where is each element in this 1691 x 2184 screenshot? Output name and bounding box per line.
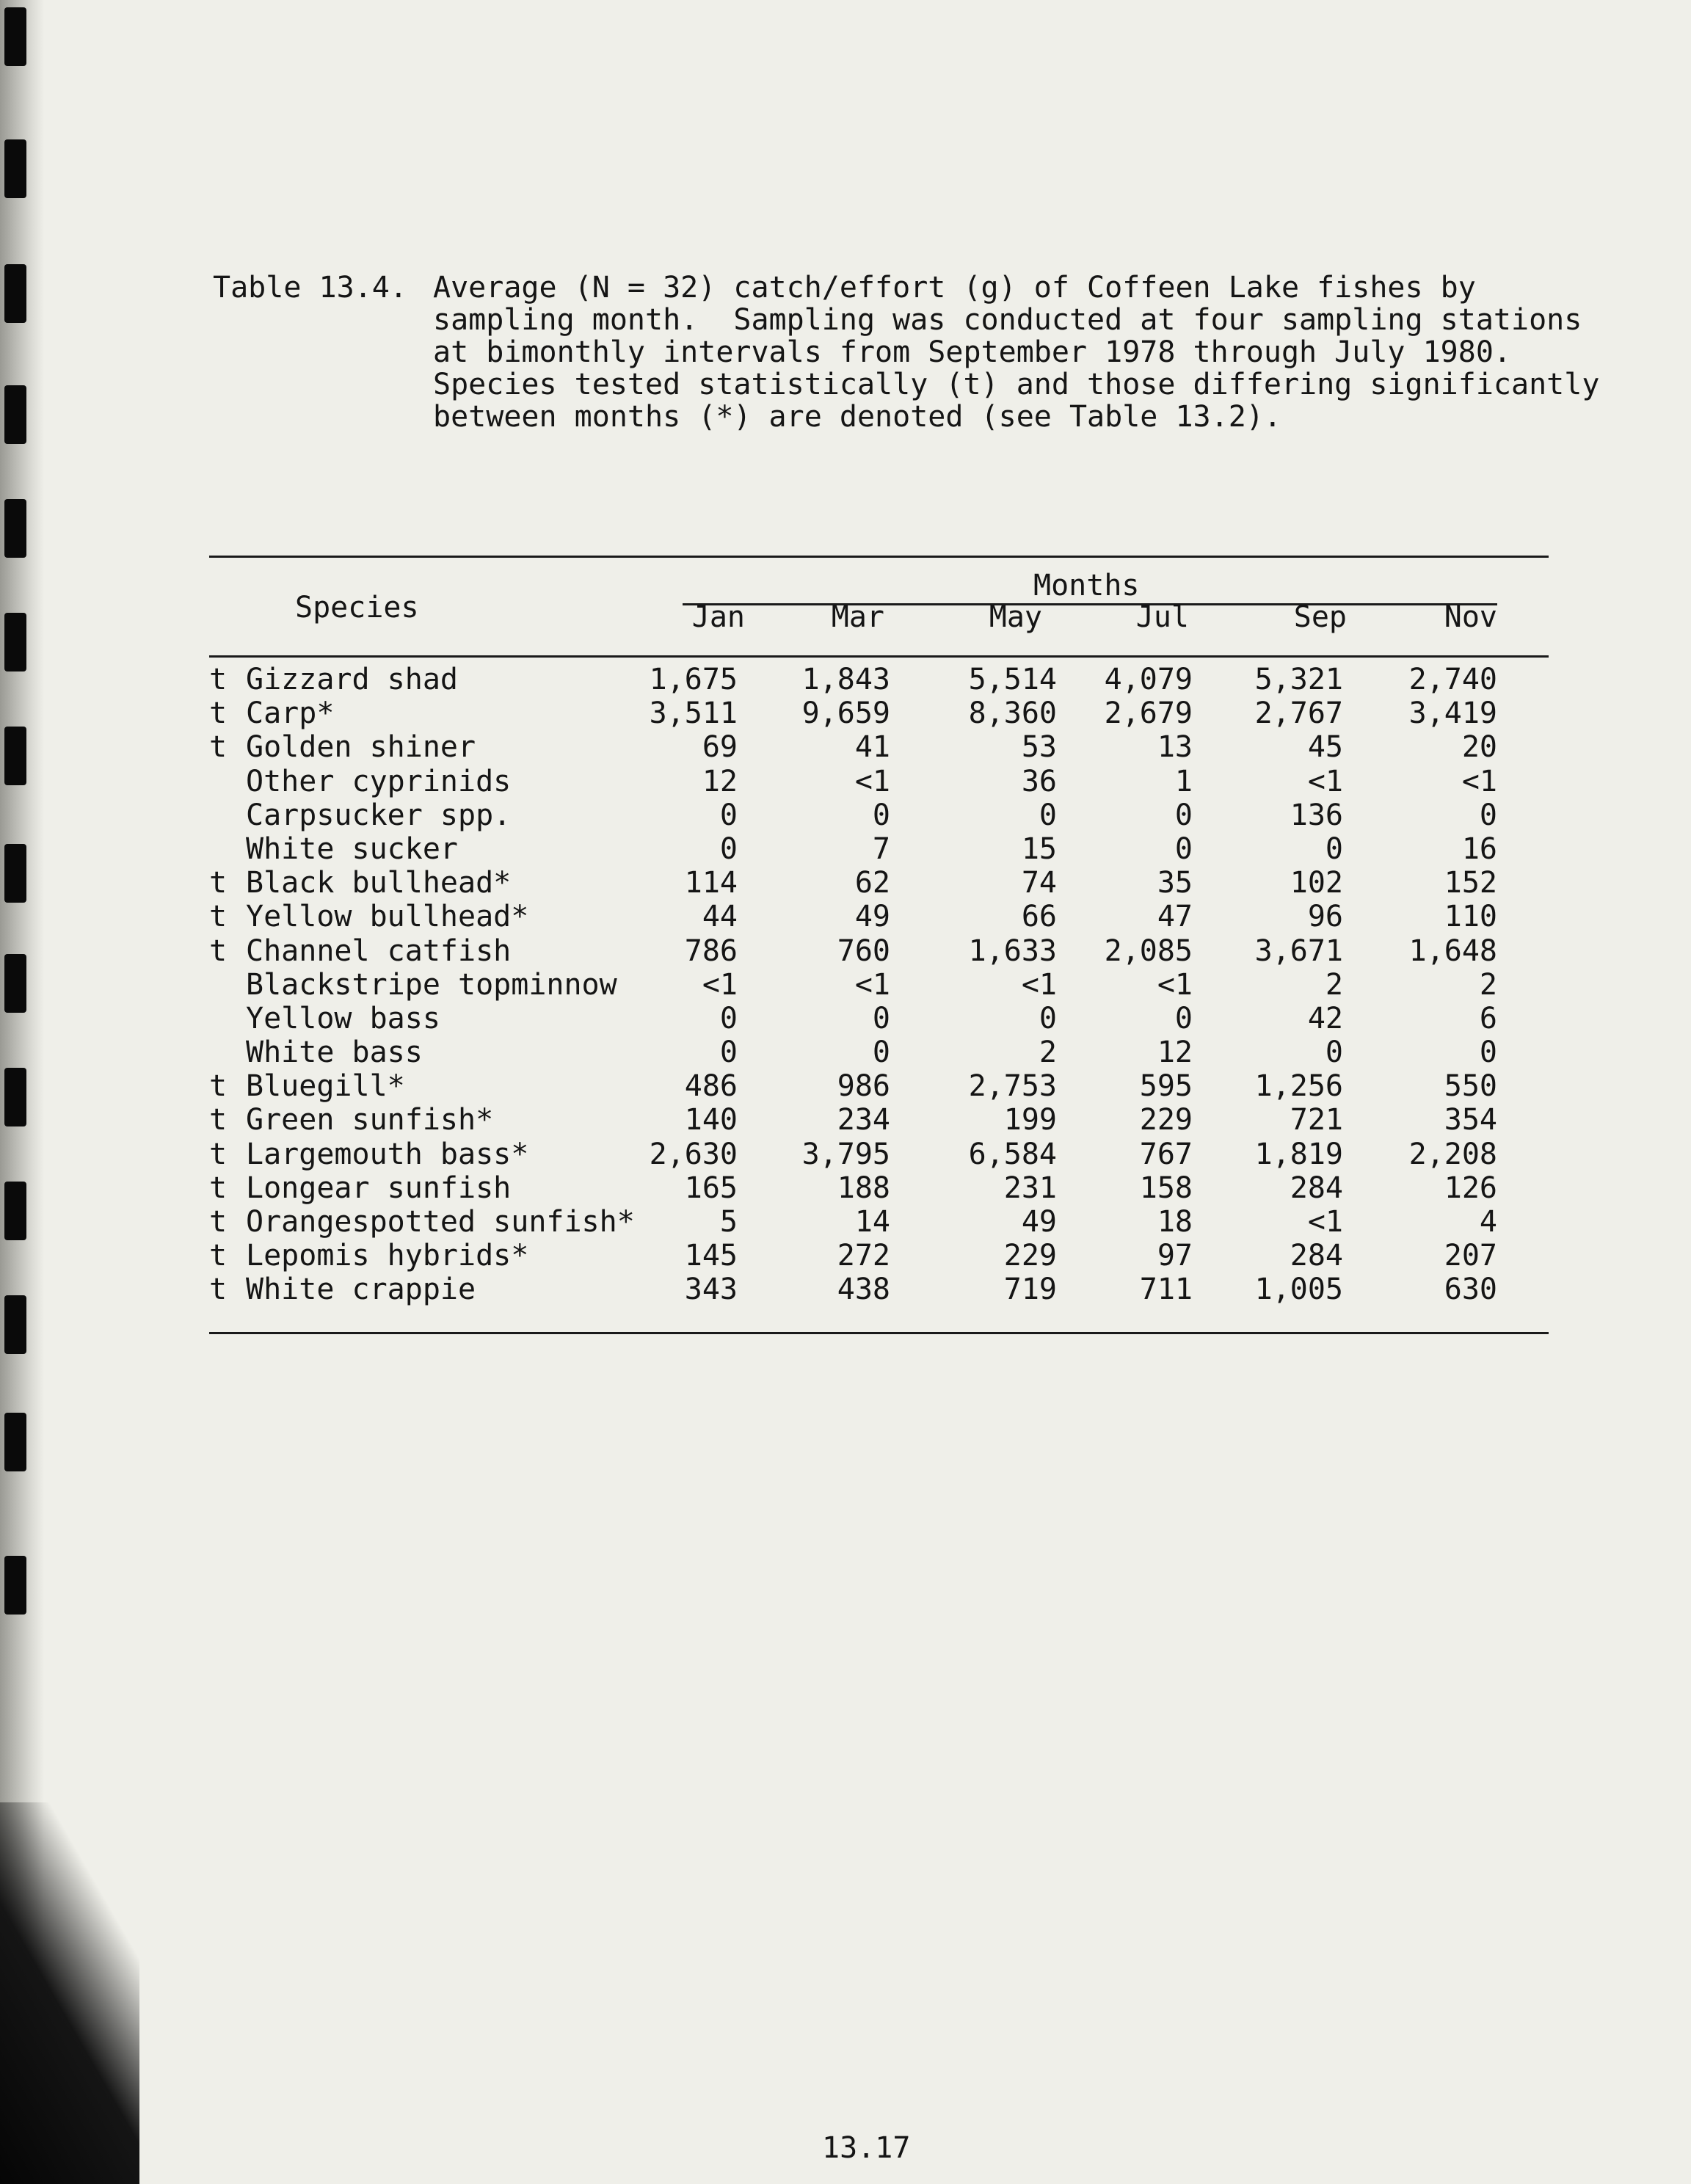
cell-jan: 140 bbox=[684, 1103, 738, 1138]
cell-sep: 1,256 bbox=[1254, 1069, 1343, 1104]
cell-sep: 96 bbox=[1307, 900, 1343, 934]
caption-line: between months (*) are denoted (see Table 13.2). bbox=[433, 400, 1281, 434]
cell-jan: 165 bbox=[684, 1171, 738, 1205]
cell-jan: 0 bbox=[719, 831, 738, 866]
cell-jul: 1 bbox=[1174, 764, 1193, 798]
tested-marker: t bbox=[209, 1273, 228, 1307]
table-row bbox=[209, 663, 1549, 696]
tested-marker: t bbox=[209, 1103, 228, 1138]
binder-hole bbox=[4, 727, 26, 785]
cell-jul: 35 bbox=[1157, 866, 1193, 900]
species-name: Black bullhead* bbox=[246, 866, 512, 900]
cell-mar: 234 bbox=[837, 1103, 890, 1138]
cell-jan: 486 bbox=[684, 1069, 738, 1104]
table-row bbox=[209, 1069, 1549, 1103]
cell-nov: 4 bbox=[1479, 1205, 1497, 1239]
cell-jul: 0 bbox=[1174, 1001, 1193, 1035]
species-name: Green sunfish* bbox=[246, 1103, 494, 1138]
cell-nov: 0 bbox=[1479, 798, 1497, 832]
table-label: Table 13.4. bbox=[213, 271, 407, 305]
cell-nov: 2 bbox=[1479, 967, 1497, 1002]
species-name: Carp* bbox=[246, 696, 335, 731]
cell-sep: 3,671 bbox=[1254, 933, 1343, 968]
cell-sep: <1 bbox=[1307, 1205, 1343, 1239]
cell-jan: 3,511 bbox=[649, 696, 738, 731]
table-row bbox=[209, 866, 1549, 900]
table-row bbox=[209, 696, 1549, 730]
cell-nov: 20 bbox=[1461, 730, 1497, 765]
table-row bbox=[209, 798, 1549, 832]
cell-jul: 18 bbox=[1157, 1205, 1193, 1239]
cell-mar: 0 bbox=[872, 798, 890, 832]
cell-jan: 0 bbox=[719, 798, 738, 832]
cell-sep: 0 bbox=[1325, 1035, 1343, 1070]
cell-nov: 207 bbox=[1444, 1239, 1497, 1273]
binder-hole bbox=[4, 139, 26, 198]
cell-may: 719 bbox=[1003, 1273, 1057, 1307]
tested-marker: t bbox=[209, 933, 228, 968]
month-header-jan: Jan bbox=[691, 600, 745, 634]
cell-may: 8,360 bbox=[968, 696, 1057, 731]
cell-jan: 44 bbox=[702, 900, 738, 934]
cell-jan: 12 bbox=[702, 764, 738, 798]
cell-may: 0 bbox=[1039, 1001, 1057, 1035]
binder-hole bbox=[4, 7, 26, 66]
month-header-mar: Mar bbox=[831, 600, 884, 634]
cell-mar: 14 bbox=[854, 1205, 890, 1239]
binder-hole bbox=[4, 1413, 26, 1471]
cell-jul: 767 bbox=[1139, 1137, 1193, 1171]
cell-sep: 1,005 bbox=[1254, 1273, 1343, 1307]
cell-nov: 1,648 bbox=[1408, 933, 1497, 968]
cell-jul: 595 bbox=[1139, 1069, 1193, 1104]
cell-jan: 114 bbox=[684, 866, 738, 900]
tested-marker: t bbox=[209, 1069, 228, 1104]
page-shadow bbox=[0, 1802, 139, 2184]
cell-nov: 354 bbox=[1444, 1103, 1497, 1138]
cell-mar: 62 bbox=[854, 866, 890, 900]
cell-may: 231 bbox=[1003, 1171, 1057, 1205]
table-row bbox=[209, 1239, 1549, 1273]
cell-sep: 45 bbox=[1307, 730, 1343, 765]
cell-nov: 16 bbox=[1461, 831, 1497, 866]
cell-nov: 630 bbox=[1444, 1273, 1497, 1307]
species-name: Gizzard shad bbox=[246, 663, 458, 696]
binder-hole bbox=[4, 499, 26, 558]
cell-sep: 2,767 bbox=[1254, 696, 1343, 731]
cell-mar: 438 bbox=[837, 1273, 890, 1307]
species-name: Bluegill* bbox=[246, 1069, 405, 1104]
cell-sep: <1 bbox=[1307, 764, 1343, 798]
species-name: Carpsucker spp. bbox=[246, 798, 512, 832]
cell-sep: 136 bbox=[1290, 798, 1343, 832]
binder-hole bbox=[4, 1068, 26, 1126]
cell-may: <1 bbox=[1021, 967, 1057, 1002]
cell-may: 1,633 bbox=[968, 933, 1057, 968]
table-row bbox=[209, 832, 1549, 866]
table-row bbox=[209, 1035, 1549, 1069]
cell-jan: 0 bbox=[719, 1035, 738, 1070]
cell-mar: 986 bbox=[837, 1069, 890, 1104]
cell-may: 6,584 bbox=[968, 1137, 1057, 1171]
binder-hole bbox=[4, 264, 26, 323]
table-row bbox=[209, 934, 1549, 968]
cell-mar: <1 bbox=[854, 967, 890, 1002]
cell-nov: 126 bbox=[1444, 1171, 1497, 1205]
caption-line: sampling month. Sampling was conducted at four sampling stations bbox=[433, 303, 1582, 337]
table-row bbox=[209, 968, 1549, 1002]
cell-may: 36 bbox=[1021, 764, 1057, 798]
table-row bbox=[209, 1103, 1549, 1137]
cell-mar: 49 bbox=[854, 900, 890, 934]
cell-jan: 69 bbox=[702, 730, 738, 765]
cell-nov: 550 bbox=[1444, 1069, 1497, 1104]
species-name: Other cyprinids bbox=[246, 764, 512, 798]
species-name: Yellow bullhead* bbox=[246, 900, 529, 934]
cell-jan: <1 bbox=[702, 967, 738, 1002]
cell-jul: 229 bbox=[1139, 1103, 1193, 1138]
cell-sep: 42 bbox=[1307, 1001, 1343, 1035]
cell-may: 2,753 bbox=[968, 1069, 1057, 1104]
cell-jul: 0 bbox=[1174, 831, 1193, 866]
cell-sep: 102 bbox=[1290, 866, 1343, 900]
cell-mar: 41 bbox=[854, 730, 890, 765]
cell-may: 49 bbox=[1021, 1205, 1057, 1239]
binder-hole bbox=[4, 844, 26, 903]
species-name: White sucker bbox=[246, 831, 458, 866]
cell-mar: 7 bbox=[872, 831, 890, 866]
cell-jul: 0 bbox=[1174, 798, 1193, 832]
cell-nov: 2,208 bbox=[1408, 1137, 1497, 1171]
month-header-nov: Nov bbox=[1444, 600, 1497, 634]
page-number: 13.17 bbox=[822, 2131, 911, 2165]
table-row bbox=[209, 1273, 1549, 1306]
cell-mar: 188 bbox=[837, 1171, 890, 1205]
species-header: Species bbox=[295, 591, 419, 625]
cell-may: 53 bbox=[1021, 730, 1057, 765]
table-row bbox=[209, 1171, 1549, 1205]
species-name: White bass bbox=[246, 1035, 423, 1070]
cell-nov: 2,740 bbox=[1408, 663, 1497, 696]
species-name: Longear sunfish bbox=[246, 1171, 512, 1205]
cell-jan: 145 bbox=[684, 1239, 738, 1273]
binder-hole bbox=[4, 1556, 26, 1615]
table-row bbox=[209, 1205, 1549, 1239]
species-name: White crappie bbox=[246, 1273, 476, 1307]
header-bottom-rule bbox=[209, 655, 1549, 658]
tested-marker: t bbox=[209, 1239, 228, 1273]
species-name: Orangespotted sunfish* bbox=[246, 1205, 635, 1239]
cell-may: 15 bbox=[1021, 831, 1057, 866]
species-name: Blackstripe topminnow bbox=[246, 967, 617, 1002]
cell-may: 66 bbox=[1021, 900, 1057, 934]
tested-marker: t bbox=[209, 1171, 228, 1205]
cell-jul: 12 bbox=[1157, 1035, 1193, 1070]
cell-jan: 5 bbox=[719, 1205, 738, 1239]
cell-jul: 158 bbox=[1139, 1171, 1193, 1205]
cell-mar: <1 bbox=[854, 764, 890, 798]
cell-mar: 0 bbox=[872, 1035, 890, 1070]
binder-hole bbox=[4, 385, 26, 444]
table-bottom-rule bbox=[209, 1332, 1549, 1334]
cell-jul: 2,085 bbox=[1104, 933, 1193, 968]
cell-nov: 152 bbox=[1444, 866, 1497, 900]
cell-mar: 1,843 bbox=[801, 663, 890, 696]
month-header-jul: Jul bbox=[1135, 600, 1189, 634]
cell-may: 0 bbox=[1039, 798, 1057, 832]
cell-nov: <1 bbox=[1461, 764, 1497, 798]
cell-mar: 9,659 bbox=[801, 696, 890, 731]
cell-sep: 5,321 bbox=[1254, 663, 1343, 696]
cell-sep: 284 bbox=[1290, 1239, 1343, 1273]
cell-jan: 2,630 bbox=[649, 1137, 738, 1171]
cell-may: 74 bbox=[1021, 866, 1057, 900]
species-name: Channel catfish bbox=[246, 933, 512, 968]
cell-jul: 711 bbox=[1139, 1273, 1193, 1307]
table-row bbox=[209, 1002, 1549, 1035]
caption-line: Species tested statistically (t) and those differing significantly bbox=[433, 368, 1600, 401]
tested-marker: t bbox=[209, 1205, 228, 1239]
month-header-may: May bbox=[989, 600, 1042, 634]
table-row bbox=[209, 765, 1549, 798]
cell-jan: 1,675 bbox=[649, 663, 738, 696]
cell-jan: 0 bbox=[719, 1001, 738, 1035]
cell-jul: 47 bbox=[1157, 900, 1193, 934]
cell-jul: 97 bbox=[1157, 1239, 1193, 1273]
cell-jul: 13 bbox=[1157, 730, 1193, 765]
cell-jul: 2,679 bbox=[1104, 696, 1193, 731]
cell-jul: <1 bbox=[1157, 967, 1193, 1002]
months-header: Months bbox=[1033, 569, 1140, 603]
cell-sep: 284 bbox=[1290, 1171, 1343, 1205]
tested-marker: t bbox=[209, 663, 228, 696]
cell-mar: 760 bbox=[837, 933, 890, 968]
cell-jul: 4,079 bbox=[1104, 663, 1193, 696]
species-name: Golden shiner bbox=[246, 730, 476, 765]
cell-jan: 786 bbox=[684, 933, 738, 968]
tested-marker: t bbox=[209, 866, 228, 900]
table-caption bbox=[433, 271, 1600, 434]
cell-sep: 0 bbox=[1325, 831, 1343, 866]
cell-nov: 6 bbox=[1479, 1001, 1497, 1035]
cell-may: 199 bbox=[1003, 1103, 1057, 1138]
cell-may: 229 bbox=[1003, 1239, 1057, 1273]
table-row bbox=[209, 1138, 1549, 1171]
cell-mar: 272 bbox=[837, 1239, 890, 1273]
cell-jan: 343 bbox=[684, 1273, 738, 1307]
tested-marker: t bbox=[209, 696, 228, 731]
tested-marker: t bbox=[209, 730, 228, 765]
binder-hole bbox=[4, 613, 26, 671]
cell-nov: 0 bbox=[1479, 1035, 1497, 1070]
table-top-rule bbox=[209, 556, 1549, 558]
cell-sep: 2 bbox=[1325, 967, 1343, 1002]
cell-mar: 0 bbox=[872, 1001, 890, 1035]
tested-marker: t bbox=[209, 900, 228, 934]
cell-sep: 1,819 bbox=[1254, 1137, 1343, 1171]
cell-may: 2 bbox=[1039, 1035, 1057, 1070]
cell-nov: 110 bbox=[1444, 900, 1497, 934]
caption-line: at bimonthly intervals from September 1978 through July 1980. bbox=[433, 335, 1512, 369]
caption-line: Average (N = 32) catch/effort (g) of Coffeen Lake fishes by bbox=[433, 271, 1476, 305]
cell-sep: 721 bbox=[1290, 1103, 1343, 1138]
species-name: Lepomis hybrids* bbox=[246, 1239, 529, 1273]
table-row bbox=[209, 730, 1549, 764]
tested-marker: t bbox=[209, 1137, 228, 1171]
table-body bbox=[209, 663, 1549, 1307]
month-header-sep: Sep bbox=[1293, 600, 1347, 634]
binder-hole bbox=[4, 1182, 26, 1240]
cell-nov: 3,419 bbox=[1408, 696, 1497, 731]
cell-mar: 3,795 bbox=[801, 1137, 890, 1171]
species-name: Largemouth bass* bbox=[246, 1137, 529, 1171]
binder-hole bbox=[4, 954, 26, 1013]
table-row bbox=[209, 900, 1549, 933]
species-name: Yellow bass bbox=[246, 1001, 440, 1035]
cell-may: 5,514 bbox=[968, 663, 1057, 696]
binder-hole bbox=[4, 1295, 26, 1354]
